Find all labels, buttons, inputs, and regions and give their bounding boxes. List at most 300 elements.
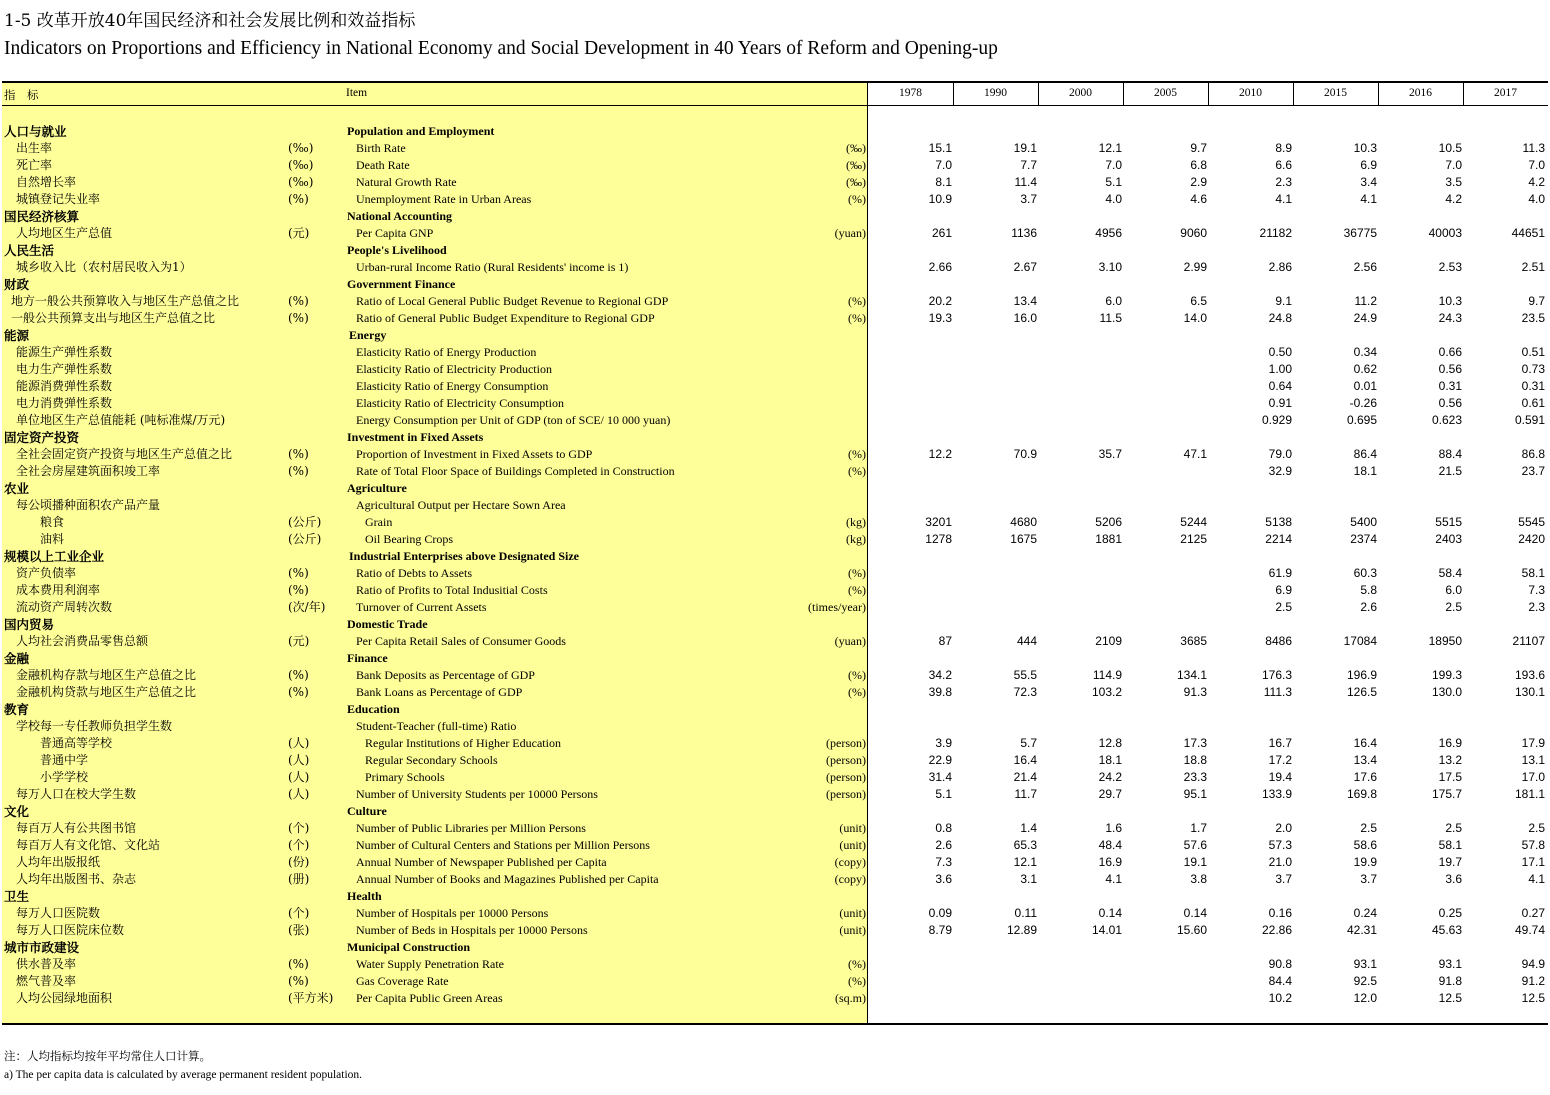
row-label-cn: 国民经济核算: [4, 209, 80, 224]
value-cell: 7.3: [935, 855, 952, 869]
value-cell: 2403: [1435, 532, 1462, 546]
table-row: [2, 820, 1548, 837]
value-cell: 94.9: [1521, 957, 1545, 971]
value-cell: 2.86: [1268, 260, 1292, 274]
row-label-cn: 金融机构存款与地区生产总值之比: [16, 668, 197, 682]
row-label-cn: 资产负债率: [16, 566, 77, 580]
value-cell: 2.3: [1275, 175, 1292, 189]
value-cell: 21107: [1512, 634, 1545, 648]
row-unit-en: (unit): [839, 906, 866, 920]
row-label-cn: 每万人口医院数: [16, 906, 101, 920]
value-cell: 0.14: [1098, 906, 1122, 920]
row-unit-cn: (%): [288, 668, 309, 682]
year-column-divider: [1038, 82, 1039, 105]
value-cell: 24.2: [1098, 770, 1122, 784]
value-cell: 169.8: [1346, 787, 1377, 801]
table-row: [2, 140, 1548, 157]
table-row: [2, 871, 1548, 888]
value-cell: 2.5: [1445, 821, 1462, 835]
table-row: [2, 225, 1548, 242]
value-cell: 12.0: [1353, 991, 1377, 1005]
row-label-cn: 文化: [4, 804, 30, 819]
value-cell: 17.2: [1268, 753, 1292, 767]
value-cell: 6.0: [1105, 294, 1122, 308]
value-cell: 3.7: [1020, 192, 1037, 206]
row-label-en: Annual Number of Books and Magazines Published per Capita: [356, 872, 659, 886]
value-cell: 5.1: [935, 787, 952, 801]
value-cell: 47.1: [1183, 447, 1207, 461]
row-label-cn: 国内贸易: [4, 617, 55, 632]
value-cell: 16.7: [1268, 736, 1292, 750]
value-cell: 6.9: [1275, 583, 1292, 597]
value-cell: 0.623: [1431, 413, 1462, 427]
table-bottom-rule: [2, 1023, 1548, 1025]
value-cell: 14.0: [1183, 311, 1207, 325]
row-label-cn: 人口与就业: [4, 124, 67, 139]
value-cell: 40003: [1428, 226, 1462, 240]
row-label-cn: 规模以上工业企业: [4, 549, 105, 564]
row-label-cn: 金融机构贷款与地区生产总值之比: [16, 685, 197, 699]
row-label-en: Number of Public Libraries per Million Persons: [356, 821, 586, 835]
value-cell: 4.1: [1360, 192, 1377, 206]
row-unit-en: (yuan): [834, 226, 866, 240]
table-row: [2, 922, 1548, 939]
value-cell: 95.1: [1183, 787, 1207, 801]
row-label-en: Death Rate: [356, 158, 410, 172]
page-title-cn: 1-5 改革开放40年国民经济和社会发展比例和效益指标: [4, 11, 416, 31]
row-label-cn: 一般公共预算支出与地区生产总值之比: [11, 311, 216, 325]
value-cell: 15.1: [928, 141, 952, 155]
table-row: [2, 990, 1548, 1007]
table-row: [2, 956, 1548, 973]
row-unit-cn: (‰): [288, 158, 314, 172]
value-cell: 36775: [1343, 226, 1377, 240]
row-unit-cn: (个): [288, 906, 310, 920]
value-cell: 0.73: [1521, 362, 1545, 376]
row-unit-cn: (人): [288, 753, 310, 767]
row-label-cn: 人均公园绿地面积: [16, 991, 113, 1005]
row-label-cn: 地方一般公共预算收入与地区生产总值之比: [11, 294, 240, 308]
value-cell: 4956: [1095, 226, 1122, 240]
row-label-cn: 能源消费弹性系数: [16, 379, 113, 393]
header-year-3: 2005: [1154, 87, 1177, 99]
table-row: [2, 565, 1548, 582]
row-label-cn: 人均社会消费品零售总额: [16, 634, 149, 648]
row-unit-en: (kg): [846, 532, 866, 546]
row-unit-en: (‰): [846, 158, 866, 172]
value-cell: 17.3: [1183, 736, 1207, 750]
value-cell: 2374: [1350, 532, 1377, 546]
row-label-en: Elasticity Ratio of Energy Production: [356, 345, 537, 359]
row-label-cn: 农业: [4, 481, 30, 496]
row-unit-cn: (人): [288, 736, 310, 750]
value-cell: 13.4: [1353, 753, 1377, 767]
row-label-cn: 死亡率: [16, 158, 53, 172]
header-year-5: 2015: [1324, 87, 1347, 99]
value-cell: 86.8: [1521, 447, 1545, 461]
row-label-en: Grain: [365, 515, 393, 529]
value-cell: 16.4: [1353, 736, 1377, 750]
row-label-en: Water Supply Penetration Rate: [356, 957, 504, 971]
row-unit-en: (%): [848, 464, 866, 478]
year-column-divider: [1463, 82, 1464, 105]
row-label-cn: 能源: [4, 328, 30, 343]
row-label-en: Proportion of Investment in Fixed Assets to GDP: [356, 447, 593, 461]
value-cell: 2125: [1180, 532, 1207, 546]
value-cell: 4.1: [1528, 872, 1545, 886]
row-unit-en: (copy): [834, 872, 866, 886]
row-label-cn: 每万人口医院床位数: [16, 923, 125, 937]
row-unit-en: (person): [826, 736, 866, 750]
value-cell: 0.64: [1268, 379, 1292, 393]
table-row: [2, 344, 1548, 361]
value-cell: 44651: [1511, 226, 1545, 240]
row-label-en: Unemployment Rate in Urban Areas: [356, 192, 532, 206]
value-cell: 18.1: [1353, 464, 1377, 478]
value-cell: 5206: [1095, 515, 1122, 529]
row-label-en: Agricultural Output per Hectare Sown Area: [356, 498, 566, 512]
year-column-divider: [1293, 82, 1294, 105]
table-row: [2, 769, 1548, 786]
row-label-en: Municipal Construction: [347, 940, 471, 954]
row-label-cn: 教育: [4, 702, 30, 717]
header-year-4: 2010: [1239, 87, 1262, 99]
value-cell: 1.7: [1190, 821, 1207, 835]
value-cell: 4.2: [1528, 175, 1545, 189]
value-cell: 86.4: [1353, 447, 1377, 461]
row-unit-cn: (%): [288, 566, 309, 580]
row-label-en: Oil Bearing Crops: [365, 532, 453, 546]
row-label-cn: 成本费用利润率: [16, 583, 101, 597]
row-label-en: Ratio of Debts to Assets: [356, 566, 472, 580]
value-cell: 196.9: [1346, 668, 1377, 682]
value-cell: 14.01: [1091, 923, 1122, 937]
row-label-en: Elasticity Ratio of Electricity Production: [356, 362, 552, 376]
value-cell: 65.3: [1013, 838, 1037, 852]
row-unit-en: (%): [848, 957, 866, 971]
value-cell: 10.9: [928, 192, 952, 206]
value-cell: 5545: [1518, 515, 1545, 529]
row-unit-en: (copy): [834, 855, 866, 869]
row-unit-en: (%): [848, 685, 866, 699]
value-cell: 18.1: [1098, 753, 1122, 767]
value-cell: 22.9: [928, 753, 952, 767]
row-label-en: Health: [347, 889, 382, 903]
value-cell: 3.10: [1098, 260, 1122, 274]
row-label-cn: 单位地区生产总值能耗 (吨标准煤/万元): [16, 413, 226, 427]
value-cell: 1881: [1095, 532, 1122, 546]
value-cell: 15.60: [1176, 923, 1207, 937]
row-label-en: Number of University Students per 10000 Persons: [356, 787, 598, 801]
value-cell: 7.0: [1105, 158, 1122, 172]
table-row: [2, 973, 1548, 990]
value-cell: 3.5: [1445, 175, 1462, 189]
table-row: [2, 786, 1548, 803]
value-cell: 1675: [1010, 532, 1037, 546]
row-unit-en: (unit): [839, 838, 866, 852]
value-cell: 35.7: [1098, 447, 1122, 461]
value-cell: 1278: [925, 532, 952, 546]
value-cell: 3201: [925, 515, 952, 529]
row-label-en: Elasticity Ratio of Electricity Consumption: [356, 396, 564, 410]
section-row: [2, 208, 1548, 225]
value-cell: 12.5: [1438, 991, 1462, 1005]
table-body: [2, 123, 1548, 1007]
row-unit-cn: (人): [288, 787, 310, 801]
table-row: [2, 752, 1548, 769]
value-cell: 20.2: [928, 294, 952, 308]
row-label-en: Education: [347, 702, 400, 716]
value-cell: 8.9: [1275, 141, 1292, 155]
value-cell: 57.3: [1268, 838, 1292, 852]
section-row: [2, 327, 1548, 344]
value-cell: 2.6: [935, 838, 952, 852]
value-cell: 5244: [1180, 515, 1207, 529]
value-cell: 3.7: [1360, 872, 1377, 886]
value-cell: 58.4: [1438, 566, 1462, 580]
row-label-cn: 城乡收入比（农村居民收入为1）: [16, 260, 192, 274]
value-cell: 0.56: [1438, 362, 1462, 376]
table-row: [2, 361, 1548, 378]
row-label-cn: 粮食: [40, 515, 65, 529]
row-label-en: Turnover of Current Assets: [356, 600, 487, 614]
value-cell: 11.3: [1522, 141, 1545, 155]
value-cell: 2.53: [1438, 260, 1462, 274]
value-cell: 5515: [1435, 515, 1462, 529]
value-cell: 17.9: [1521, 736, 1545, 750]
value-cell: 0.14: [1183, 906, 1207, 920]
row-unit-cn: (%): [288, 957, 309, 971]
row-label-en: Regular Institutions of Higher Education: [365, 736, 561, 750]
row-unit-en: (%): [848, 583, 866, 597]
row-unit-cn: (份): [288, 855, 310, 869]
table-row: [2, 684, 1548, 701]
row-label-en: Gas Coverage Rate: [356, 974, 449, 988]
row-label-cn: 人均年出版报纸: [16, 855, 101, 869]
value-cell: -0.26: [1349, 396, 1377, 410]
row-label-cn: 油料: [40, 532, 65, 546]
value-cell: 10.5: [1438, 141, 1462, 155]
value-cell: 1.6: [1105, 821, 1122, 835]
value-cell: 2420: [1518, 532, 1545, 546]
value-cell: 17.1: [1521, 855, 1545, 869]
row-label-en: Bank Loans as Percentage of GDP: [356, 685, 523, 699]
row-unit-cn: (人): [288, 770, 310, 784]
value-cell: 0.91: [1268, 396, 1292, 410]
table-row: [2, 837, 1548, 854]
value-cell: 58.1: [1521, 566, 1545, 580]
row-unit-cn: (元): [288, 226, 310, 240]
value-cell: 79.0: [1268, 447, 1292, 461]
table-row: [2, 735, 1548, 752]
row-unit-en: (sq.m): [835, 991, 866, 1005]
value-cell: 7.0: [1528, 158, 1545, 172]
value-cell: 17.6: [1353, 770, 1377, 784]
row-unit-cn: (‰): [288, 141, 314, 155]
row-unit-cn: (公斤): [288, 532, 322, 546]
value-cell: 84.4: [1268, 974, 1292, 988]
row-label-cn: 人均地区生产总值: [16, 226, 113, 240]
table-row: [2, 191, 1548, 208]
value-cell: 93.1: [1353, 957, 1377, 971]
value-cell: 23.5: [1521, 311, 1545, 325]
section-row: [2, 701, 1548, 718]
value-cell: 10.2: [1268, 991, 1292, 1005]
value-cell: 1.00: [1268, 362, 1292, 376]
page-title-en: Indicators on Proportions and Efficiency in National Economy and Social Development in 40 Years of Reform and Opening-up: [4, 38, 998, 59]
value-cell: 19.9: [1353, 855, 1377, 869]
value-cell: 24.8: [1268, 311, 1292, 325]
row-label-en: Ratio of General Public Budget Expenditure to Regional GDP: [356, 311, 655, 325]
value-cell: 88.4: [1438, 447, 1462, 461]
indicator-table: [2, 81, 1548, 1025]
value-cell: 7.0: [1445, 158, 1462, 172]
value-cell: 24.3: [1438, 311, 1462, 325]
value-cell: 39.8: [928, 685, 952, 699]
table-row: [2, 259, 1548, 276]
table-row: [2, 497, 1548, 514]
row-label-en: Culture: [347, 804, 387, 818]
section-row: [2, 123, 1548, 140]
value-cell: 57.8: [1521, 838, 1545, 852]
row-label-cn: 每万人口在校大学生数: [16, 787, 137, 801]
value-cell: 2.3: [1528, 600, 1545, 614]
value-cell: 3.7: [1275, 872, 1292, 886]
value-cell: 2109: [1095, 634, 1122, 648]
value-cell: 12.1: [1013, 855, 1037, 869]
value-cell: 0.24: [1353, 906, 1377, 920]
value-cell: 4.2: [1445, 192, 1462, 206]
value-cell: 126.5: [1346, 685, 1377, 699]
section-row: [2, 939, 1548, 956]
row-label-en: Ratio of Local General Public Budget Revenue to Regional GDP: [356, 294, 669, 308]
value-cell: 23.3: [1183, 770, 1207, 784]
value-cell: 5400: [1350, 515, 1377, 529]
value-cell: 2.99: [1183, 260, 1207, 274]
row-label-cn: 电力生产弹性系数: [16, 362, 113, 376]
value-cell: 4.1: [1105, 872, 1122, 886]
value-cell: 3.4: [1360, 175, 1377, 189]
value-cell: 24.9: [1353, 311, 1377, 325]
row-label-cn: 小学学校: [40, 770, 89, 784]
table-row: [2, 157, 1548, 174]
row-unit-cn: (公斤): [288, 515, 322, 529]
value-cell: 11.2: [1354, 294, 1377, 308]
value-cell: 42.31: [1346, 923, 1377, 937]
value-cell: 19.7: [1438, 855, 1462, 869]
value-cell: 5.1: [1105, 175, 1122, 189]
row-unit-en: (unit): [839, 821, 866, 835]
value-cell: 4.6: [1190, 192, 1207, 206]
row-unit-cn: (次/年): [288, 600, 326, 614]
value-cell: 12.8: [1098, 736, 1122, 750]
table-row: [2, 378, 1548, 395]
value-cell: 72.3: [1013, 685, 1037, 699]
value-cell: 91.8: [1438, 974, 1462, 988]
value-cell: 103.2: [1091, 685, 1122, 699]
row-label-en: Elasticity Ratio of Energy Consumption: [356, 379, 549, 393]
section-row: [2, 276, 1548, 293]
header-year-0: 1978: [899, 87, 922, 99]
value-cell: 18950: [1428, 634, 1462, 648]
table-row: [2, 718, 1548, 735]
row-unit-en: (%): [848, 294, 866, 308]
value-cell: 21.4: [1013, 770, 1037, 784]
row-label-en: National Accounting: [347, 209, 453, 223]
value-cell: 18.8: [1183, 753, 1207, 767]
value-cell: 6.9: [1360, 158, 1377, 172]
value-cell: 16.4: [1013, 753, 1037, 767]
section-row: [2, 616, 1548, 633]
row-label-en: Industrial Enterprises above Designated Size: [349, 549, 580, 563]
row-unit-en: (person): [826, 753, 866, 767]
value-cell: 0.31: [1438, 379, 1462, 393]
value-cell: 2.0: [1275, 821, 1292, 835]
value-cell: 0.61: [1521, 396, 1545, 410]
row-label-cn: 普通高等学校: [40, 736, 113, 750]
value-cell: 2.5: [1360, 821, 1377, 835]
value-cell: 12.2: [928, 447, 952, 461]
row-label-en: Finance: [347, 651, 388, 665]
value-cell: 19.4: [1268, 770, 1292, 784]
value-cell: 17.5: [1438, 770, 1462, 784]
row-label-cn: 城市市政建设: [4, 940, 80, 955]
value-cell: 0.66: [1438, 345, 1462, 359]
section-row: [2, 548, 1548, 565]
row-unit-en: (person): [826, 787, 866, 801]
value-cell: 17.0: [1521, 770, 1545, 784]
value-cell: 12.1: [1098, 141, 1122, 155]
value-cell: 7.7: [1020, 158, 1037, 172]
value-cell: 0.34: [1353, 345, 1377, 359]
row-label-cn: 普通中学: [40, 753, 89, 767]
value-cell: 8486: [1265, 634, 1292, 648]
value-cell: 8.1: [935, 175, 952, 189]
row-label-cn: 金融: [4, 651, 30, 666]
row-unit-cn: (%): [288, 464, 309, 478]
value-cell: 91.3: [1183, 685, 1207, 699]
value-cell: 19.3: [928, 311, 952, 325]
value-cell: 2.9: [1190, 175, 1207, 189]
table-row: [2, 582, 1548, 599]
table-row: [2, 310, 1548, 327]
row-label-en: Per Capita GNP: [356, 226, 434, 240]
row-label-cn: 出生率: [16, 141, 53, 155]
year-column-divider: [1123, 82, 1124, 105]
section-row: [2, 242, 1548, 259]
value-cell: 0.591: [1514, 413, 1545, 427]
table-row: [2, 854, 1548, 871]
row-unit-cn: (%): [288, 192, 309, 206]
row-label-cn: 人民生活: [4, 243, 55, 258]
row-unit-cn: (元): [288, 634, 310, 648]
row-label-en: Population and Employment: [347, 124, 495, 138]
row-label-cn: 流动资产周转次数: [16, 600, 113, 614]
table-row: [2, 412, 1548, 429]
row-unit-en: (%): [848, 192, 866, 206]
row-label-cn: 卫生: [4, 889, 30, 904]
value-cell: 4680: [1010, 515, 1037, 529]
row-unit-en: (kg): [846, 515, 866, 529]
value-cell: 130.0: [1431, 685, 1462, 699]
year-column-divider: [1208, 82, 1209, 105]
value-cell: 32.9: [1268, 464, 1292, 478]
row-unit-en: (%): [848, 447, 866, 461]
value-cell: 0.31: [1521, 379, 1545, 393]
row-label-cn: 人均年出版图书、杂志: [16, 872, 137, 886]
value-cell: 0.8: [935, 821, 952, 835]
value-cell: 0.11: [1014, 906, 1037, 920]
